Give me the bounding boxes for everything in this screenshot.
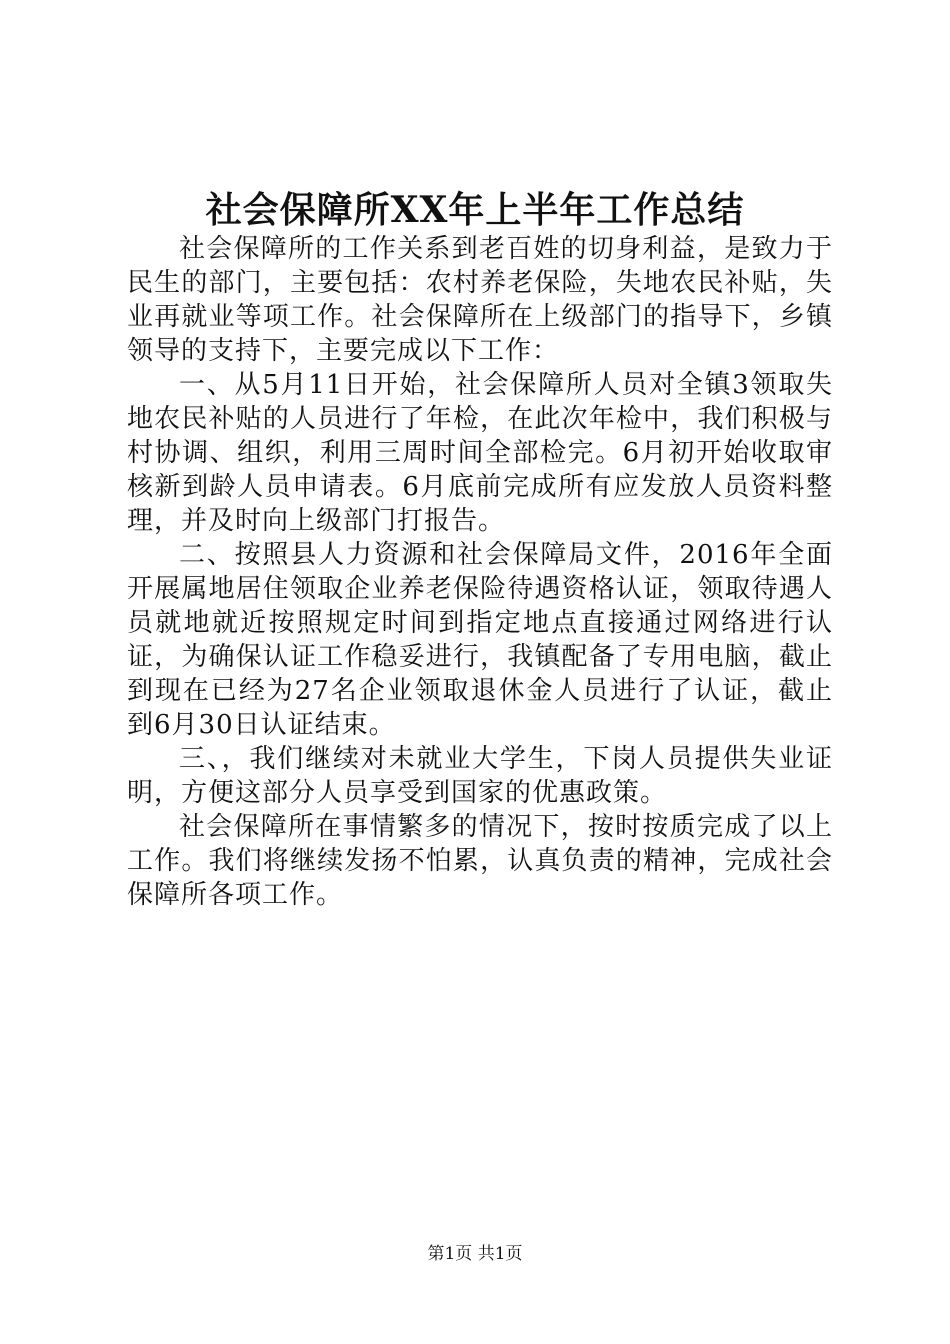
- paragraph-conclusion: 社会保障所在事情繁多的情况下，按时按质完成了以上工作。我们将继续发扬不怕累，认真负责的精神，完成社会保障所各项工作。: [127, 812, 833, 910]
- paragraph-item-2: 二、按照县人力资源和社会保障局文件，2016年全面开展属地居住领取企业养老保险待遇资格认证，领取待遇人员就地就近按照规定时间到指定地点直接通过网络进行认证，为确保认证工作稳妥进行，我镇配备了专用电脑，截止到现在已经为27名企业领取退休金人员进行了认证，截止到6月30日认证结束。: [127, 540, 833, 740]
- paragraph-item-3: 三、，我们继续对未就业大学生，下岗人员提供失业证明，方便这部分人员享受到国家的优惠政策。: [127, 744, 833, 808]
- document-body: [127, 232, 833, 912]
- paragraph-item-1: 一、从5月11日开始，社会保障所人员对全镇3领取失地农民补贴的人员进行了年检，在此次年检中，我们积极与村协调、组织，利用三周时间全部检完。6月初开始收取审核新到龄人员申请表。6月底前完成所有应发放人员资料整理，并及时向上级部门打报告。: [127, 370, 833, 536]
- document-title: 社会保障所XX年上半年工作总结: [205, 189, 745, 231]
- paragraph-intro: 社会保障所的工作关系到老百姓的切身利益，是致力于民生的部门，主要包括：农村养老保险，失地农民补贴，失业再就业等项工作。社会保障所在上级部门的指导下，乡镇领导的支持下，主要完成以下工作：: [127, 234, 833, 366]
- page-footer: 第1页 共1页: [427, 1244, 523, 1264]
